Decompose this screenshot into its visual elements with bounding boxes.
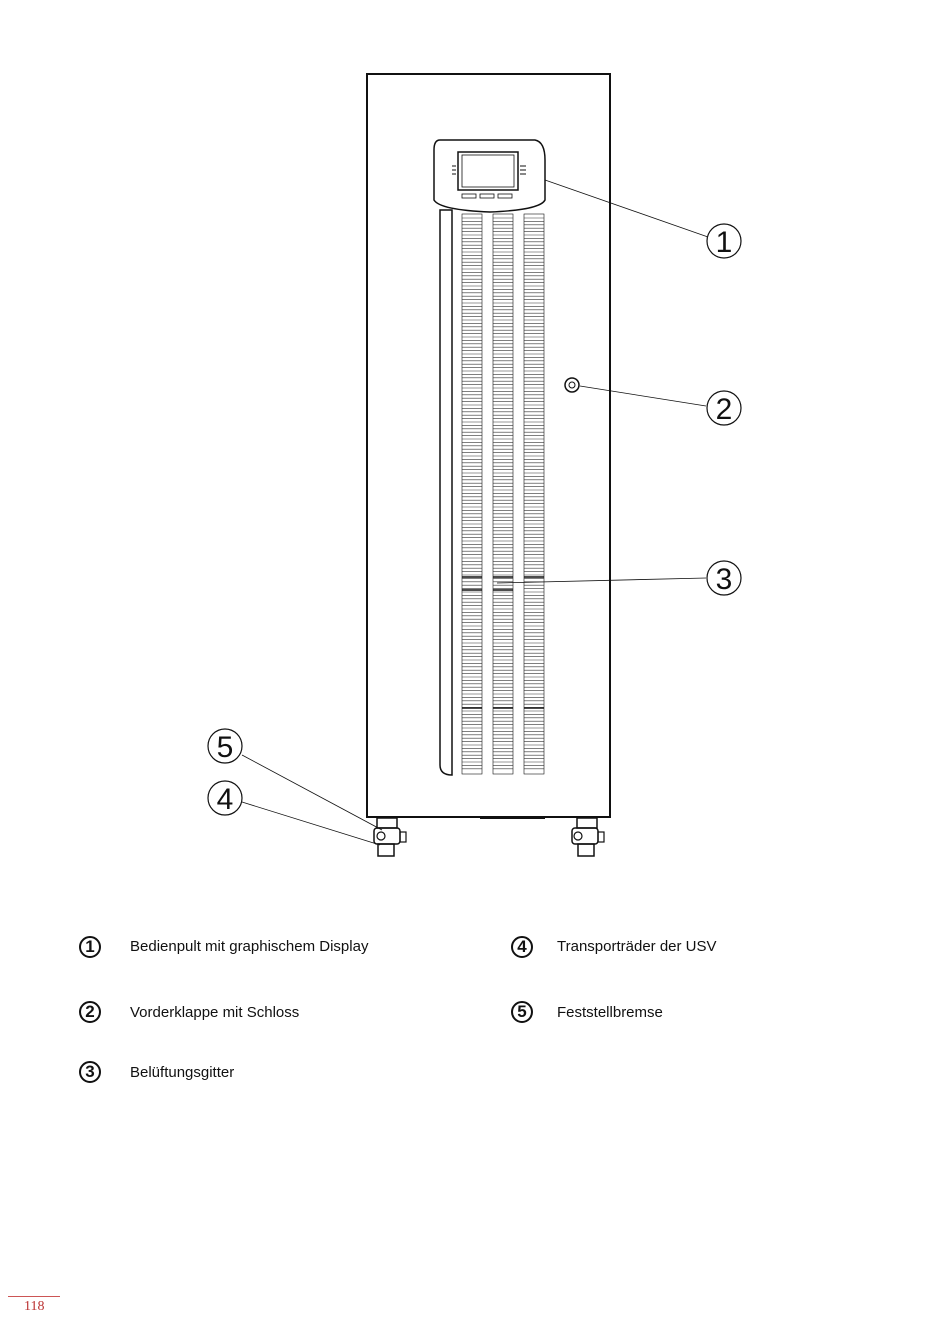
legend-item-2 (79, 1001, 101, 1023)
svg-text:3: 3 (715, 563, 733, 596)
legend-label-2: Vorderklappe mit Schloss (130, 1004, 300, 1021)
callout-5 (208, 729, 242, 764)
vent-column (462, 214, 482, 774)
door-lock (565, 378, 579, 392)
legend-number-badge: 3 (79, 1061, 101, 1083)
vent-column (493, 214, 513, 774)
legend-label-3: Belüftungsgitter (130, 1064, 235, 1081)
legend-number-badge: 1 (79, 936, 101, 958)
callout-2 (707, 391, 741, 426)
legend-item-5 (511, 1001, 533, 1023)
callout-1 (707, 224, 741, 259)
legend-item-1 (79, 936, 101, 958)
svg-text:2: 2 (715, 393, 733, 426)
legend-label-4: Transporträder der USV (557, 938, 717, 955)
legend-label-1: Bedienpult mit graphischem Display (130, 938, 369, 955)
legend-item-3 (79, 1061, 101, 1083)
control-panel (434, 140, 545, 212)
ventilation-grille (462, 214, 544, 774)
transport-wheel-left (374, 818, 406, 856)
legend-item-4 (511, 936, 533, 958)
legend-label-5: Feststellbremse (557, 1004, 663, 1021)
callout-4 (208, 781, 242, 816)
svg-text:5: 5 (216, 731, 234, 764)
svg-text:4: 4 (216, 783, 234, 816)
leader-line-1 (545, 180, 708, 237)
leader-line-2 (580, 386, 706, 406)
graphic-display (458, 152, 518, 190)
leader-line-5 (242, 755, 382, 830)
page-number: 118 (24, 1299, 45, 1314)
vent-column (524, 214, 544, 774)
door-handle-strip (440, 210, 452, 775)
legend-number-badge: 2 (79, 1001, 101, 1023)
transport-wheel-right (572, 818, 604, 856)
page-number-rule (8, 1296, 60, 1297)
leader-line-3 (497, 578, 706, 583)
cabinet-outline (367, 74, 610, 817)
callout-3 (707, 561, 741, 596)
svg-text:1: 1 (715, 226, 733, 259)
leader-line-4 (242, 802, 380, 845)
legend-number-badge: 5 (511, 1001, 533, 1023)
legend-number-badge: 4 (511, 936, 533, 958)
